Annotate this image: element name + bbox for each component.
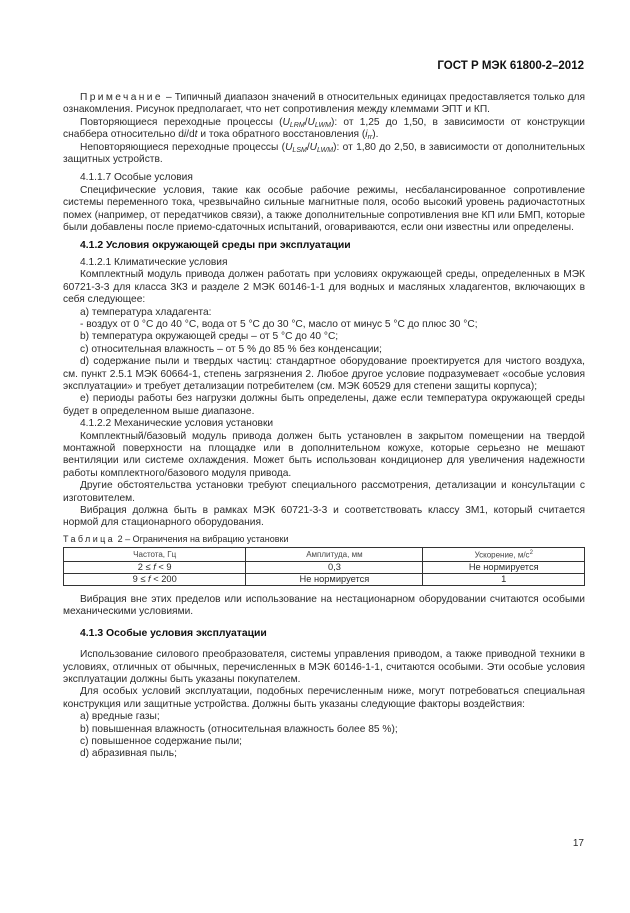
section-4122-title: 4.1.2.2 Механические условия установки bbox=[80, 418, 274, 430]
table-cell: 0,3 bbox=[246, 561, 423, 573]
page-number: 17 bbox=[572, 838, 584, 849]
repetitive-transients: Повторяющиеся переходные процессы $(U_{LRM}/U_{LWM})$: от 1,25 до 1,50, в зависимости от конструкции снаббера относительно di/dt и тока обратного восстановления $(i_{rr})$. bbox=[63, 116, 585, 142]
table-cell: Не нормируется bbox=[423, 561, 585, 573]
table-cell: 1 bbox=[423, 573, 585, 585]
paragraph: Для особых условий эксплуатации, подобных перечисленным ниже, могут потребоваться специальная конструкция или защитные устройства. Должны быть указаны следующие факторы воздействия: bbox=[63, 686, 585, 710]
table-header-row bbox=[64, 548, 585, 562]
note-text: – Типичный диапазон значений в относительных единицах предоставляется только для ознакомления. Рисунок предполагает, что нет сопротивления между клеммами ЭПТ и КП. bbox=[63, 92, 585, 116]
list-item: - воздух от 0 °C до 40 °C, вода от 5 °C до 30 °C, масло от минус 5 °C до плюс 30 °C; bbox=[80, 318, 478, 330]
table-cell: 9 ≤ f < 200 bbox=[64, 573, 246, 585]
section-413-heading: 4.1.3 Особые условия эксплуатации bbox=[80, 627, 267, 639]
section-412-heading: 4.1.2 Условия окружающей среды при эксплуатации bbox=[80, 240, 351, 252]
column-header: Амплитуда, мм bbox=[246, 548, 423, 562]
section-4121-title: 4.1.2.1 Климатические условия bbox=[80, 256, 228, 268]
list-item: d) содержание пыли и твердых частиц: стандартное оборудование проектируется для чистого воздуха, см. пункт 2.5.1 МЭК 60664-1, степень загрязнения 2. Любое другое условие подразумевает «особые условия эксплуатации» и требует детализации потребителем (см. МЭК 60529 для степени защиты корпуса); bbox=[63, 356, 585, 392]
table-caption: Таблица 2 – Ограничения на вибрацию установки bbox=[63, 533, 289, 544]
section-4117-title: 4.1.1.7 Особые условия bbox=[80, 172, 193, 184]
list-item: c) относительная влажность – от 5 % до 85 % без конденсации; bbox=[80, 343, 382, 355]
list-item: b) температура окружающей среды – от 5 °C до 40 °C; bbox=[80, 331, 339, 343]
page-body bbox=[63, 92, 585, 761]
table-cell: 2 ≤ f < 9 bbox=[64, 561, 246, 573]
table-row bbox=[64, 561, 585, 573]
document-header: ГОСТ Р МЭК 61800-2–2012 bbox=[437, 60, 584, 72]
table-row bbox=[64, 573, 585, 585]
list-item: a) температура хладагента: bbox=[80, 306, 212, 318]
section-4117-text: Специфические условия, такие как особые рабочие режимы, несбалансированное сопротивление системы переменного тока, чрезвычайно сильные магнитные поля, особо высокий уровень радиочастотных помех (например, от передатчиков связи), а также дополнительные сопротивления вне КП или БМП, которые были добавлены после приемо-сдаточных испытаний, оговариваются, если они известны или определены. bbox=[63, 184, 585, 234]
column-header: Частота, Гц bbox=[64, 548, 246, 562]
list-item: a) вредные газы; bbox=[80, 711, 160, 723]
paragraph: Другие обстоятельства установки требуют специального рассмотрения, детализации и консультации с изготовителем. bbox=[63, 480, 585, 504]
section-4121-intro: Комплектный модуль привода должен работать при условиях окружающей среды, определенных в МЭК 60721-3-3 для класса 3К3 и разделе 2 МЭК 60146-1-1 для водных и масляных хладагентов, включающих в себя следующее: bbox=[63, 269, 585, 306]
paragraph: Вибрация должна быть в рамках МЭК 60721-3-3 и соответствовать классу 3М1, который считается нормой для стационарного оборудования. bbox=[63, 505, 585, 529]
list-item: c) повышенное содержание пыли; bbox=[80, 735, 243, 747]
table-cell: Не нормируется bbox=[246, 573, 423, 585]
column-header: Ускорение, $м/с^2$ bbox=[423, 548, 585, 562]
paragraph: Комплектный/базовый модуль привода должен быть установлен в закрытом помещении на твердой монтажной поверхности на площадке или в дополнительном кожухе, которые серьезно не мешают вентиляции или системе охлаждения. Может быть использован кондиционер для увеличения надежности работы комплектного/базового модуля привода. bbox=[63, 430, 585, 479]
list-item: e) периоды работы без нагрузки должны быть определены, даже если температура окружающей среды будет в определенном выше диапазоне. bbox=[63, 393, 585, 417]
list-item: b) повышенная влажность (относительная влажность более 85 %); bbox=[80, 723, 398, 735]
list-item: d) абразивная пыль; bbox=[80, 748, 177, 760]
note bbox=[63, 92, 585, 117]
vibration-table bbox=[63, 547, 585, 586]
nonrepetitive-transients: Неповторяющиеся переходные процессы $(U_{LSM}/U_{LWM})$: от 1,80 до 2,50, в зависимости от дополнительных защитных устройств. bbox=[63, 141, 585, 166]
note-label: Примечание bbox=[80, 92, 163, 103]
paragraph: Вибрация вне этих пределов или использование на нестационарном оборудовании считаются особыми механическими условиями. bbox=[63, 593, 585, 618]
paragraph: Использование силового преобразователя, системы управления приводом, а также приводной техники в условиях, отличных от обычных, перечисленных в МЭК 60146-1-1, считаются особыми. Эти особые условия эксплуатации должны быть указаны покупателем. bbox=[63, 649, 585, 685]
